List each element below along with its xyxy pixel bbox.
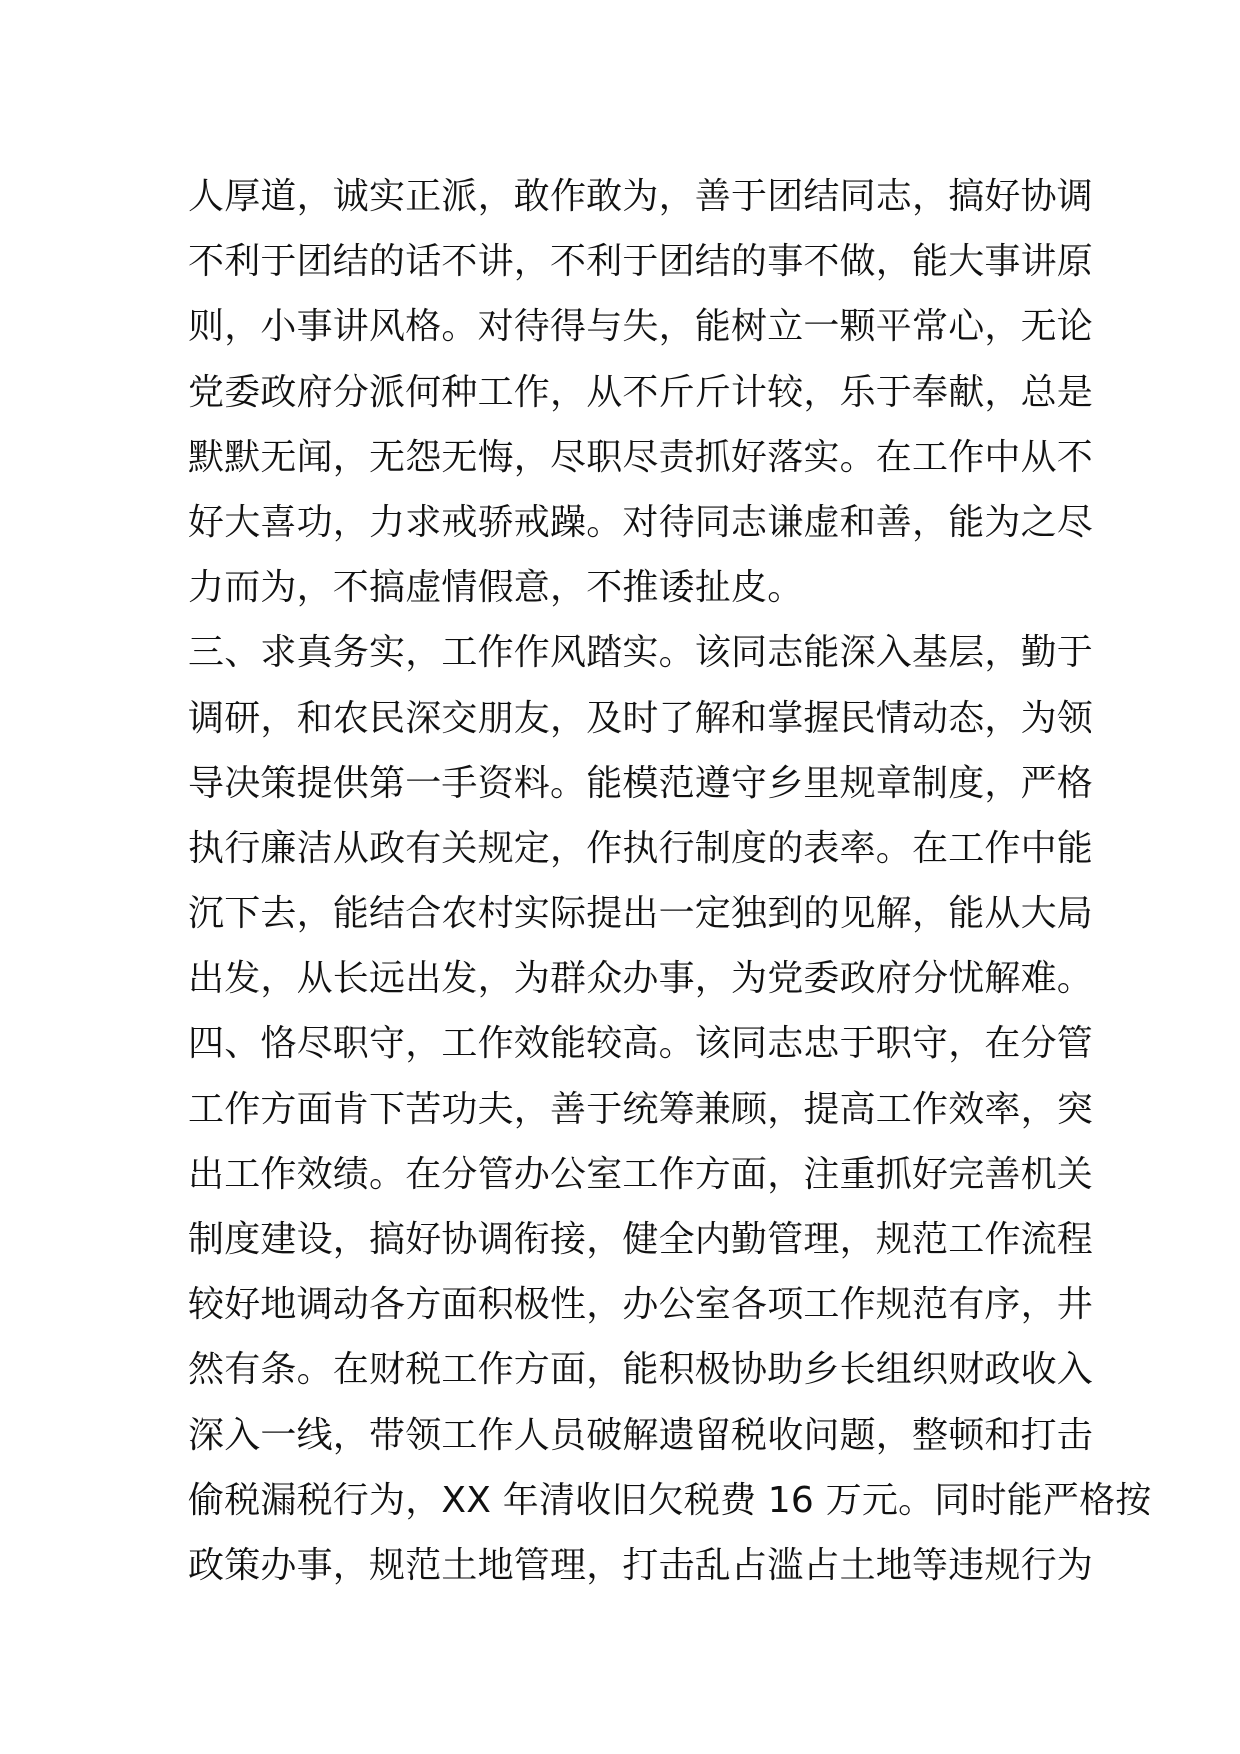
- text-line: 制度建设，搞好协调衔接，健全内勤管理，规范工作流程: [188, 1219, 1094, 1260]
- text-line: 较好地调动各方面积极性，办公室各项工作规范有序，井: [188, 1284, 1094, 1326]
- text-line: 力而为，不搞虚情假意，不推诿扯皮。: [188, 567, 804, 609]
- text-line: 执行廉洁从政有关规定，作执行制度的表率。在工作中能: [188, 827, 1094, 869]
- text-line: 工作方面肯下苦功夫，善于统筹兼顾，提高工作效率，突: [188, 1088, 1094, 1130]
- text-line: 出发，从长远出发，为群众办事，为党委政府分忧解难。: [188, 958, 1094, 1000]
- text-line: 人厚道，诚实正派，敢作敢为，善于团结同志，搞好协调: [188, 176, 1094, 217]
- text-line: 出工作效绩。在分管办公室工作方面，注重抓好完善机关: [188, 1153, 1094, 1195]
- text-line: 则，小事讲风格。对待得与失，能树立一颗平常心，无论: [188, 306, 1094, 348]
- section-heading-line: 四、恪尽职守，工作效能较高。该同志忠于职守，在分管: [188, 1023, 1094, 1065]
- section-heading-line: 三、求真务实，工作作风踏实。该同志能深入基层，勤于: [188, 632, 1094, 674]
- text-line: 默默无闻，无怨无悔，尽职尽责抓好落实。在工作中从不: [188, 436, 1094, 478]
- text-line: 然有条。在财税工作方面，能积极协助乡长组织财政收入: [188, 1349, 1094, 1391]
- text-line: 偷税漏税行为，XX 年清收旧欠税费 16 万元。同时能严格按: [188, 1479, 1152, 1521]
- text-line: 沉下去，能结合农村实际提出一定独到的见解，能从大局: [188, 893, 1094, 935]
- text-line: 深入一线，带领工作人员破解遗留税收问题，整顿和打击: [188, 1414, 1094, 1456]
- text-line: 党委政府分派何种工作，从不斤斤计较，乐于奉献，总是: [188, 371, 1094, 413]
- body-text: [188, 164, 1152, 1598]
- text-line: 好大喜功，力求戒骄戒躁。对待同志谦虚和善，能为之尽: [188, 501, 1094, 543]
- text-line: 政策办事，规范土地管理，打击乱占滥占土地等违规行为: [188, 1544, 1094, 1586]
- text-line: 调研，和农民深交朋友，及时了解和掌握民情动态，为领: [188, 697, 1094, 739]
- text-line: 导决策提供第一手资料。能模范遵守乡里规章制度，严格: [188, 762, 1094, 804]
- text-line: 不利于团结的话不讲，不利于团结的事不做，能大事讲原: [188, 241, 1094, 283]
